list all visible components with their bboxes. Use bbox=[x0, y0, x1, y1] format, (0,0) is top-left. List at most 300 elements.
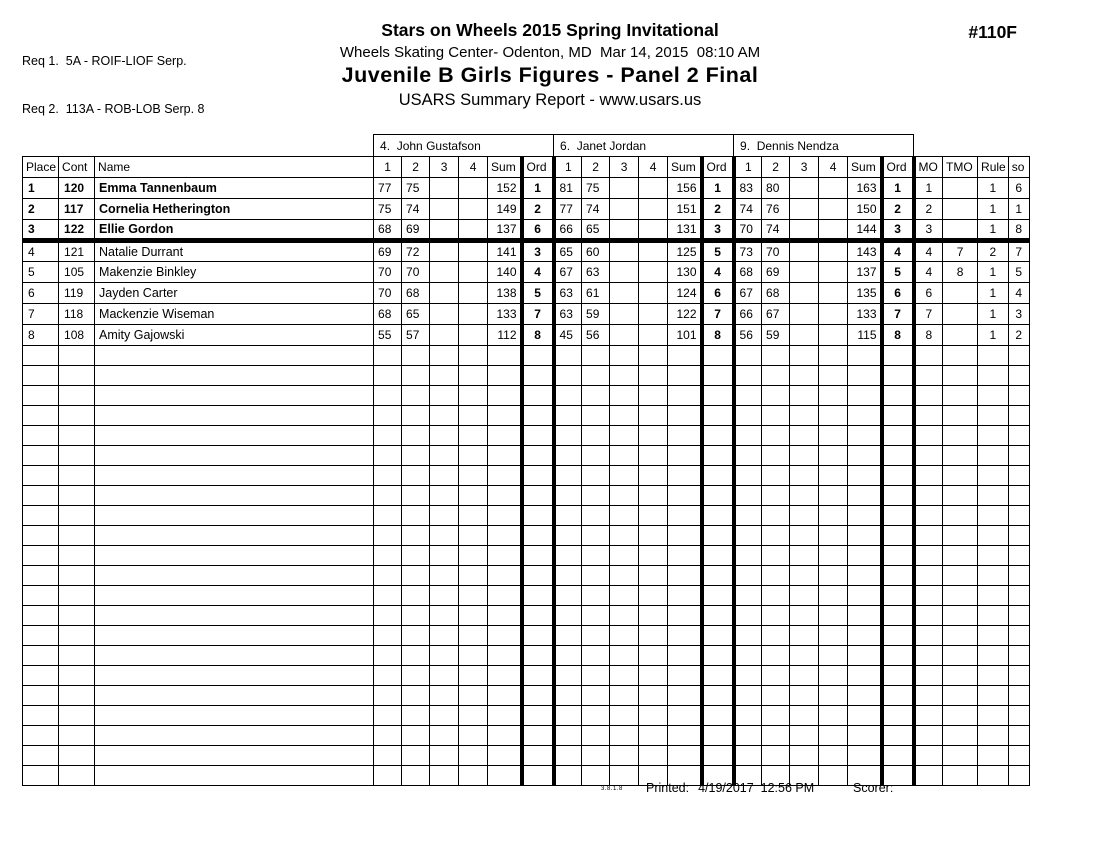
empty-sum-cell bbox=[668, 486, 702, 506]
empty-score-cell bbox=[402, 746, 430, 766]
empty-score-cell bbox=[374, 546, 402, 566]
empty-score-cell bbox=[790, 746, 819, 766]
score-cell-j3-1: 68 bbox=[734, 262, 762, 283]
empty-score-cell bbox=[819, 426, 848, 446]
empty-score-cell bbox=[819, 446, 848, 466]
empty-sum-cell bbox=[668, 466, 702, 486]
score-cell-j1-1: 77 bbox=[374, 178, 402, 199]
empty-score-cell bbox=[554, 366, 582, 386]
empty-score-cell bbox=[582, 586, 610, 606]
empty-score-cell bbox=[430, 366, 459, 386]
empty-ord-cell bbox=[702, 586, 734, 606]
so-cell: 3 bbox=[1008, 304, 1029, 325]
empty-score-cell bbox=[374, 666, 402, 686]
empty-score-cell bbox=[639, 426, 668, 446]
empty-rule-cell bbox=[978, 726, 1009, 746]
empty-score-cell bbox=[582, 706, 610, 726]
sum-cell-j3: 137 bbox=[848, 262, 882, 283]
empty-score-cell bbox=[762, 346, 790, 366]
score-cell-j1-4 bbox=[459, 283, 488, 304]
empty-tmo-cell bbox=[943, 686, 978, 706]
empty-score-cell bbox=[734, 466, 762, 486]
empty-score-cell bbox=[582, 426, 610, 446]
empty-so-cell bbox=[1008, 566, 1029, 586]
event-title: Juvenile B Girls Figures - Panel 2 Final bbox=[341, 63, 759, 87]
score-cell-j1-4 bbox=[459, 325, 488, 346]
empty-so-cell bbox=[1008, 606, 1029, 626]
venue-date-line: Wheels Skating Center- Odenton, MD Mar 14, 2015 08:10 AM bbox=[339, 44, 761, 61]
empty-score-cell bbox=[639, 526, 668, 546]
empty-score-cell bbox=[374, 386, 402, 406]
empty-sum-cell bbox=[488, 586, 522, 606]
empty-score-cell bbox=[430, 646, 459, 666]
empty-score-cell bbox=[459, 406, 488, 426]
empty-place-cell bbox=[23, 506, 59, 526]
empty-place-cell bbox=[23, 646, 59, 666]
score-cell-j2-2: 56 bbox=[582, 325, 610, 346]
mo-cell: 4 bbox=[914, 262, 943, 283]
score-cell-j3-1: 66 bbox=[734, 304, 762, 325]
req-2-text: Req 2. 113A - ROB-LOB Serp. 8 bbox=[22, 102, 205, 116]
score-cell-j2-2: 63 bbox=[582, 262, 610, 283]
empty-cont-cell bbox=[59, 466, 95, 486]
empty-name-cell bbox=[95, 746, 374, 766]
empty-sum-cell bbox=[848, 606, 882, 626]
empty-score-cell bbox=[430, 626, 459, 646]
empty-sum-cell bbox=[848, 726, 882, 746]
empty-name-cell bbox=[95, 646, 374, 666]
cont-cell: 121 bbox=[59, 241, 95, 262]
empty-table-row bbox=[23, 426, 1030, 446]
col-header-j2-ord: Ord bbox=[702, 157, 734, 178]
score-cell-j2-1: 65 bbox=[554, 241, 582, 262]
empty-score-cell bbox=[554, 466, 582, 486]
score-cell-j1-1: 69 bbox=[374, 241, 402, 262]
score-cell-j1-4 bbox=[459, 304, 488, 325]
empty-ord-cell bbox=[882, 566, 914, 586]
empty-score-cell bbox=[430, 666, 459, 686]
col-header-j2-score4: 4 bbox=[639, 157, 668, 178]
col-header-j3-ord: Ord bbox=[882, 157, 914, 178]
empty-so-cell bbox=[1008, 386, 1029, 406]
empty-place-cell bbox=[23, 386, 59, 406]
ord-cell-j2: 1 bbox=[702, 178, 734, 199]
empty-score-cell bbox=[790, 566, 819, 586]
empty-sum-cell bbox=[668, 686, 702, 706]
score-cell-j1-4 bbox=[459, 241, 488, 262]
score-cell-j2-3 bbox=[610, 262, 639, 283]
empty-score-cell bbox=[402, 566, 430, 586]
ord-cell-j2: 5 bbox=[702, 241, 734, 262]
empty-score-cell bbox=[374, 766, 402, 786]
score-cell-j3-3 bbox=[790, 283, 819, 304]
empty-so-cell bbox=[1008, 506, 1029, 526]
empty-score-cell bbox=[459, 766, 488, 786]
empty-ord-cell bbox=[882, 446, 914, 466]
mo-cell: 8 bbox=[914, 325, 943, 346]
score-cell-j1-2: 70 bbox=[402, 262, 430, 283]
score-cell-j2-1: 77 bbox=[554, 199, 582, 220]
score-cell-j2-3 bbox=[610, 199, 639, 220]
empty-so-cell bbox=[1008, 426, 1029, 446]
empty-place-cell bbox=[23, 486, 59, 506]
empty-score-cell bbox=[790, 666, 819, 686]
empty-so-cell bbox=[1008, 526, 1029, 546]
empty-table-row bbox=[23, 746, 1030, 766]
empty-so-cell bbox=[1008, 406, 1029, 426]
empty-mo-cell bbox=[914, 526, 943, 546]
score-cell-j3-1: 83 bbox=[734, 178, 762, 199]
empty-score-cell bbox=[790, 506, 819, 526]
empty-cont-cell bbox=[59, 366, 95, 386]
empty-rule-cell bbox=[978, 346, 1009, 366]
empty-tmo-cell bbox=[943, 366, 978, 386]
empty-score-cell bbox=[459, 346, 488, 366]
empty-place-cell bbox=[23, 546, 59, 566]
col-header-j1-score2: 2 bbox=[402, 157, 430, 178]
empty-score-cell bbox=[639, 746, 668, 766]
empty-score-cell bbox=[582, 346, 610, 366]
sum-cell-j1: 112 bbox=[488, 325, 522, 346]
score-cell-j2-3 bbox=[610, 304, 639, 325]
empty-ord-cell bbox=[882, 706, 914, 726]
score-cell-j3-4 bbox=[819, 283, 848, 304]
score-cell-j2-4 bbox=[639, 220, 668, 241]
empty-mo-cell bbox=[914, 626, 943, 646]
empty-place-cell bbox=[23, 526, 59, 546]
place-cell: 4 bbox=[23, 241, 59, 262]
col-header-j1-score3: 3 bbox=[430, 157, 459, 178]
empty-sum-cell bbox=[668, 626, 702, 646]
empty-score-cell bbox=[582, 626, 610, 646]
empty-table-row bbox=[23, 646, 1030, 666]
score-cell-j3-3 bbox=[790, 241, 819, 262]
empty-table-row bbox=[23, 566, 1030, 586]
score-cell-j2-3 bbox=[610, 220, 639, 241]
empty-score-cell bbox=[734, 506, 762, 526]
empty-name-cell bbox=[95, 666, 374, 686]
empty-score-cell bbox=[582, 766, 610, 786]
empty-name-cell bbox=[95, 766, 374, 786]
score-cell-j1-2: 75 bbox=[402, 178, 430, 199]
empty-score-cell bbox=[402, 366, 430, 386]
software-version: 3.8.1.8 bbox=[601, 786, 623, 792]
empty-sum-cell bbox=[668, 346, 702, 366]
empty-ord-cell bbox=[522, 726, 554, 746]
empty-ord-cell bbox=[702, 366, 734, 386]
empty-table-row bbox=[23, 586, 1030, 606]
empty-score-cell bbox=[762, 706, 790, 726]
empty-score-cell bbox=[790, 406, 819, 426]
empty-tmo-cell bbox=[943, 446, 978, 466]
empty-ord-cell bbox=[522, 446, 554, 466]
cont-cell: 120 bbox=[59, 178, 95, 199]
score-cell-j3-1: 56 bbox=[734, 325, 762, 346]
ord-cell-j3: 8 bbox=[882, 325, 914, 346]
title-block bbox=[0, 20, 1100, 110]
empty-score-cell bbox=[374, 506, 402, 526]
score-cell-j2-2: 59 bbox=[582, 304, 610, 325]
empty-score-cell bbox=[639, 406, 668, 426]
score-cell-j2-4 bbox=[639, 325, 668, 346]
score-cell-j2-3 bbox=[610, 241, 639, 262]
sum-cell-j2: 156 bbox=[668, 178, 702, 199]
empty-tmo-cell bbox=[943, 546, 978, 566]
empty-score-cell bbox=[402, 686, 430, 706]
empty-ord-cell bbox=[522, 646, 554, 666]
event-number: #110F bbox=[968, 22, 1017, 42]
score-cell-j3-3 bbox=[790, 178, 819, 199]
empty-score-cell bbox=[582, 406, 610, 426]
empty-score-cell bbox=[639, 366, 668, 386]
place-cell: 1 bbox=[23, 178, 59, 199]
cont-cell: 119 bbox=[59, 283, 95, 304]
empty-ord-cell bbox=[522, 466, 554, 486]
score-cell-j2-1: 67 bbox=[554, 262, 582, 283]
empty-rule-cell bbox=[978, 406, 1009, 426]
score-cell-j2-2: 61 bbox=[582, 283, 610, 304]
so-cell: 2 bbox=[1008, 325, 1029, 346]
empty-score-cell bbox=[734, 666, 762, 686]
empty-tmo-cell bbox=[943, 706, 978, 726]
empty-table-row bbox=[23, 486, 1030, 506]
so-cell: 8 bbox=[1008, 220, 1029, 241]
empty-score-cell bbox=[430, 566, 459, 586]
empty-score-cell bbox=[734, 626, 762, 646]
empty-name-cell bbox=[95, 426, 374, 446]
sum-cell-j2: 124 bbox=[668, 283, 702, 304]
empty-sum-cell bbox=[488, 566, 522, 586]
judge-row-spacer-left bbox=[23, 135, 374, 157]
place-cell: 5 bbox=[23, 262, 59, 283]
empty-tmo-cell bbox=[943, 726, 978, 746]
empty-score-cell bbox=[459, 646, 488, 666]
tmo-cell bbox=[943, 220, 978, 241]
empty-table-row bbox=[23, 626, 1030, 646]
score-cell-j2-2: 75 bbox=[582, 178, 610, 199]
empty-score-cell bbox=[459, 626, 488, 646]
score-cell-j2-4 bbox=[639, 283, 668, 304]
empty-score-cell bbox=[639, 586, 668, 606]
empty-score-cell bbox=[430, 586, 459, 606]
empty-sum-cell bbox=[488, 606, 522, 626]
empty-sum-cell bbox=[848, 366, 882, 386]
cont-cell: 105 bbox=[59, 262, 95, 283]
score-cell-j3-3 bbox=[790, 262, 819, 283]
score-cell-j1-1: 70 bbox=[374, 262, 402, 283]
empty-ord-cell bbox=[702, 446, 734, 466]
empty-mo-cell bbox=[914, 366, 943, 386]
sum-cell-j1: 140 bbox=[488, 262, 522, 283]
empty-score-cell bbox=[430, 726, 459, 746]
empty-sum-cell bbox=[488, 746, 522, 766]
ord-cell-j3: 6 bbox=[882, 283, 914, 304]
empty-tmo-cell bbox=[943, 766, 978, 786]
col-header-j3-sum: Sum bbox=[848, 157, 882, 178]
empty-so-cell bbox=[1008, 706, 1029, 726]
empty-score-cell bbox=[554, 666, 582, 686]
empty-score-cell bbox=[582, 546, 610, 566]
empty-ord-cell bbox=[882, 466, 914, 486]
score-cell-j2-3 bbox=[610, 283, 639, 304]
empty-score-cell bbox=[554, 346, 582, 366]
empty-place-cell bbox=[23, 706, 59, 726]
sum-cell-j3: 150 bbox=[848, 199, 882, 220]
name-cell: Emma Tannenbaum bbox=[95, 178, 374, 199]
col-header-name: Name bbox=[95, 157, 374, 178]
empty-score-cell bbox=[610, 686, 639, 706]
empty-ord-cell bbox=[702, 626, 734, 646]
empty-name-cell bbox=[95, 486, 374, 506]
empty-cont-cell bbox=[59, 606, 95, 626]
table-row bbox=[23, 220, 1030, 241]
empty-score-cell bbox=[610, 606, 639, 626]
ord-cell-j1: 5 bbox=[522, 283, 554, 304]
rule-cell: 1 bbox=[978, 220, 1009, 241]
empty-score-cell bbox=[610, 346, 639, 366]
empty-mo-cell bbox=[914, 346, 943, 366]
empty-place-cell bbox=[23, 446, 59, 466]
table-row bbox=[23, 325, 1030, 346]
score-cell-j1-4 bbox=[459, 178, 488, 199]
empty-ord-cell bbox=[522, 386, 554, 406]
tmo-cell bbox=[943, 325, 978, 346]
empty-cont-cell bbox=[59, 386, 95, 406]
empty-score-cell bbox=[734, 526, 762, 546]
empty-score-cell bbox=[639, 346, 668, 366]
empty-tmo-cell bbox=[943, 506, 978, 526]
score-cell-j3-1: 73 bbox=[734, 241, 762, 262]
empty-score-cell bbox=[402, 486, 430, 506]
empty-tmo-cell bbox=[943, 466, 978, 486]
ord-cell-j1: 1 bbox=[522, 178, 554, 199]
ord-cell-j3: 7 bbox=[882, 304, 914, 325]
sum-cell-j3: 135 bbox=[848, 283, 882, 304]
empty-rule-cell bbox=[978, 366, 1009, 386]
empty-score-cell bbox=[582, 446, 610, 466]
empty-so-cell bbox=[1008, 646, 1029, 666]
empty-score-cell bbox=[430, 466, 459, 486]
score-cell-j1-1: 68 bbox=[374, 220, 402, 241]
empty-mo-cell bbox=[914, 606, 943, 626]
empty-mo-cell bbox=[914, 766, 943, 786]
col-header-j2-score3: 3 bbox=[610, 157, 639, 178]
mo-cell: 6 bbox=[914, 283, 943, 304]
score-cell-j1-3 bbox=[430, 178, 459, 199]
empty-score-cell bbox=[459, 526, 488, 546]
empty-ord-cell bbox=[522, 426, 554, 446]
empty-score-cell bbox=[762, 386, 790, 406]
score-cell-j3-3 bbox=[790, 220, 819, 241]
empty-score-cell bbox=[554, 446, 582, 466]
empty-score-cell bbox=[610, 446, 639, 466]
empty-ord-cell bbox=[882, 426, 914, 446]
empty-sum-cell bbox=[488, 386, 522, 406]
empty-sum-cell bbox=[848, 646, 882, 666]
score-cell-j1-2: 69 bbox=[402, 220, 430, 241]
judge-name-2: 6. Janet Jordan bbox=[554, 135, 734, 157]
empty-sum-cell bbox=[848, 466, 882, 486]
tmo-cell: 8 bbox=[943, 262, 978, 283]
empty-sum-cell bbox=[848, 626, 882, 646]
empty-score-cell bbox=[790, 546, 819, 566]
empty-score-cell bbox=[639, 726, 668, 746]
empty-score-cell bbox=[402, 586, 430, 606]
empty-score-cell bbox=[610, 746, 639, 766]
empty-score-cell bbox=[582, 366, 610, 386]
rule-cell: 1 bbox=[978, 262, 1009, 283]
empty-mo-cell bbox=[914, 486, 943, 506]
empty-sum-cell bbox=[488, 466, 522, 486]
empty-name-cell bbox=[95, 566, 374, 586]
empty-mo-cell bbox=[914, 566, 943, 586]
empty-sum-cell bbox=[668, 386, 702, 406]
empty-score-cell bbox=[402, 386, 430, 406]
ord-cell-j1: 7 bbox=[522, 304, 554, 325]
cont-cell: 118 bbox=[59, 304, 95, 325]
empty-rule-cell bbox=[978, 666, 1009, 686]
score-cell-j3-4 bbox=[819, 325, 848, 346]
col-header-tmo: TMO bbox=[943, 157, 978, 178]
empty-ord-cell bbox=[882, 746, 914, 766]
req-1-text: Req 1. 5A - ROIF-LIOF Serp. bbox=[22, 54, 187, 68]
empty-score-cell bbox=[734, 686, 762, 706]
sum-cell-j1: 149 bbox=[488, 199, 522, 220]
empty-cont-cell bbox=[59, 646, 95, 666]
empty-score-cell bbox=[762, 606, 790, 626]
ord-cell-j1: 6 bbox=[522, 220, 554, 241]
empty-sum-cell bbox=[488, 626, 522, 646]
score-cell-j3-2: 80 bbox=[762, 178, 790, 199]
col-header-j3-score4: 4 bbox=[819, 157, 848, 178]
empty-score-cell bbox=[582, 506, 610, 526]
empty-place-cell bbox=[23, 466, 59, 486]
cont-cell: 117 bbox=[59, 199, 95, 220]
empty-name-cell bbox=[95, 686, 374, 706]
empty-place-cell bbox=[23, 426, 59, 446]
empty-score-cell bbox=[639, 506, 668, 526]
empty-score-cell bbox=[554, 726, 582, 746]
empty-ord-cell bbox=[882, 346, 914, 366]
empty-name-cell bbox=[95, 526, 374, 546]
empty-place-cell bbox=[23, 746, 59, 766]
empty-ord-cell bbox=[702, 686, 734, 706]
empty-ord-cell bbox=[702, 486, 734, 506]
empty-score-cell bbox=[734, 406, 762, 426]
empty-mo-cell bbox=[914, 546, 943, 566]
score-cell-j1-2: 74 bbox=[402, 199, 430, 220]
empty-score-cell bbox=[459, 746, 488, 766]
empty-score-cell bbox=[554, 486, 582, 506]
so-cell: 4 bbox=[1008, 283, 1029, 304]
empty-ord-cell bbox=[702, 386, 734, 406]
empty-score-cell bbox=[554, 386, 582, 406]
cont-cell: 108 bbox=[59, 325, 95, 346]
empty-sum-cell bbox=[848, 666, 882, 686]
col-header-rule: Rule bbox=[978, 157, 1009, 178]
empty-ord-cell bbox=[882, 586, 914, 606]
empty-score-cell bbox=[459, 686, 488, 706]
so-cell: 1 bbox=[1008, 199, 1029, 220]
report-type-line: USARS Summary Report - www.usars.us bbox=[398, 91, 702, 109]
empty-name-cell bbox=[95, 606, 374, 626]
empty-score-cell bbox=[610, 406, 639, 426]
empty-sum-cell bbox=[848, 486, 882, 506]
empty-cont-cell bbox=[59, 506, 95, 526]
scorer-label: Scorer: bbox=[853, 781, 894, 795]
score-cell-j2-1: 66 bbox=[554, 220, 582, 241]
empty-score-cell bbox=[459, 706, 488, 726]
